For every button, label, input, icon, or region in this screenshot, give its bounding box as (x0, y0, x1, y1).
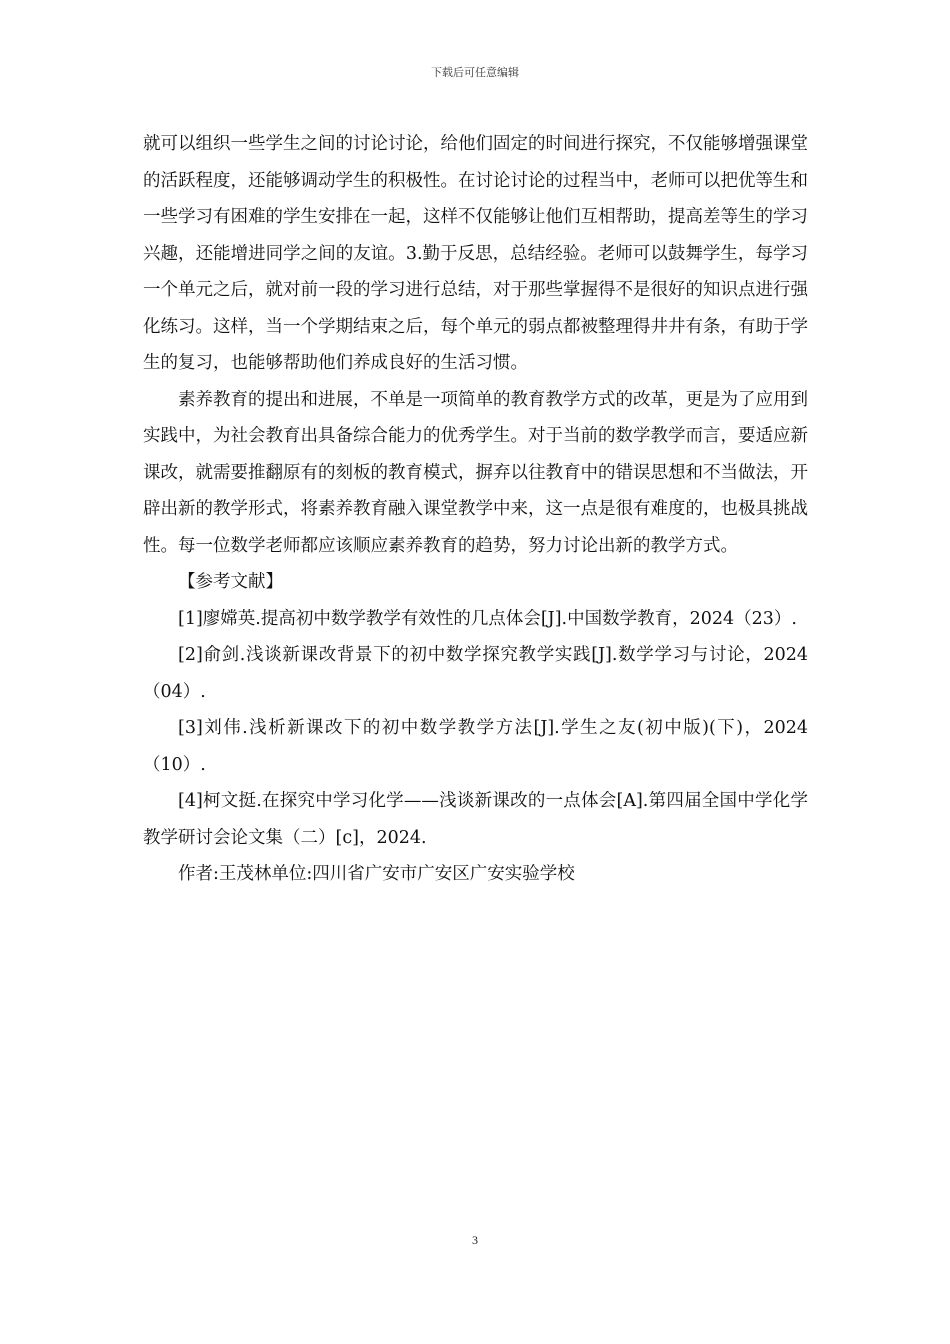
author-line: 作者:王茂林单位:四川省广安市广安区广安实验学校 (178, 864, 575, 884)
reference-item-3: [3]刘伟.浅析新课改下的初中数学教学方法[J].学生之友(初中版)(下)，2024（10）. (143, 718, 808, 775)
body-paragraph-1: 就可以组织一些学生之间的讨论讨论，给他们固定的时间进行探究，不仅能够增强课堂的活跃程度，还能够调动学生的积极性。在讨论讨论的过程当中，老师可以把优等生和一些学习有困难的学生安排在一起，这样不仅能够让他们互相帮助，提高差等生的学习兴趣，还能增进同学之间的友谊。3.勤于反思，总结经验。老师可以鼓舞学生，每学习一个单元之后，就对前一段的学习进行总结，对于那些掌握得不是很好的知识点进行强化练习。这样，当一个学期结束之后，每个单元的弱点都被整理得井井有条，有助于学生的复习，也能够帮助他们养成良好的生活习惯。 (143, 134, 808, 373)
reference-item-2: [2]俞剑.浅谈新课改背景下的初中数学探究教学实践[J].数学学习与讨论，2024（04）. (143, 645, 808, 702)
reference-item-4: [4]柯文挺.在探究中学习化学——浅谈新课改的一点体会[A].第四届全国中学化学教学研讨会论文集（二）[c]，2024. (143, 791, 808, 848)
page-header: 下载后可任意编辑 (431, 66, 519, 79)
reference-item-1: [1]廖嫦英.提高初中数学教学有效性的几点体会[J].中国数学教育，2024（23）. (178, 608, 797, 629)
page-number: 3 (472, 1233, 478, 1247)
body-paragraph-2: 素养教育的提出和进展，不单是一项简单的教育教学方式的改革，更是为了应用到实践中，为社会教育出具备综合能力的优秀学生。对于当前的数学教学而言，要适应新课改，就需要推翻原有的刻板的教育模式，摒弃以往教育中的错误思想和不当做法，开辟出新的教学形式，将素养教育融入课堂教学中来，这一点是很有难度的，也极具挑战性。每一位数学老师都应该顺应素养教育的趋势，努力讨论出新的教学方式。 (143, 389, 808, 556)
body-text (143, 126, 808, 893)
references-title: 【参考文献】 (178, 572, 283, 592)
